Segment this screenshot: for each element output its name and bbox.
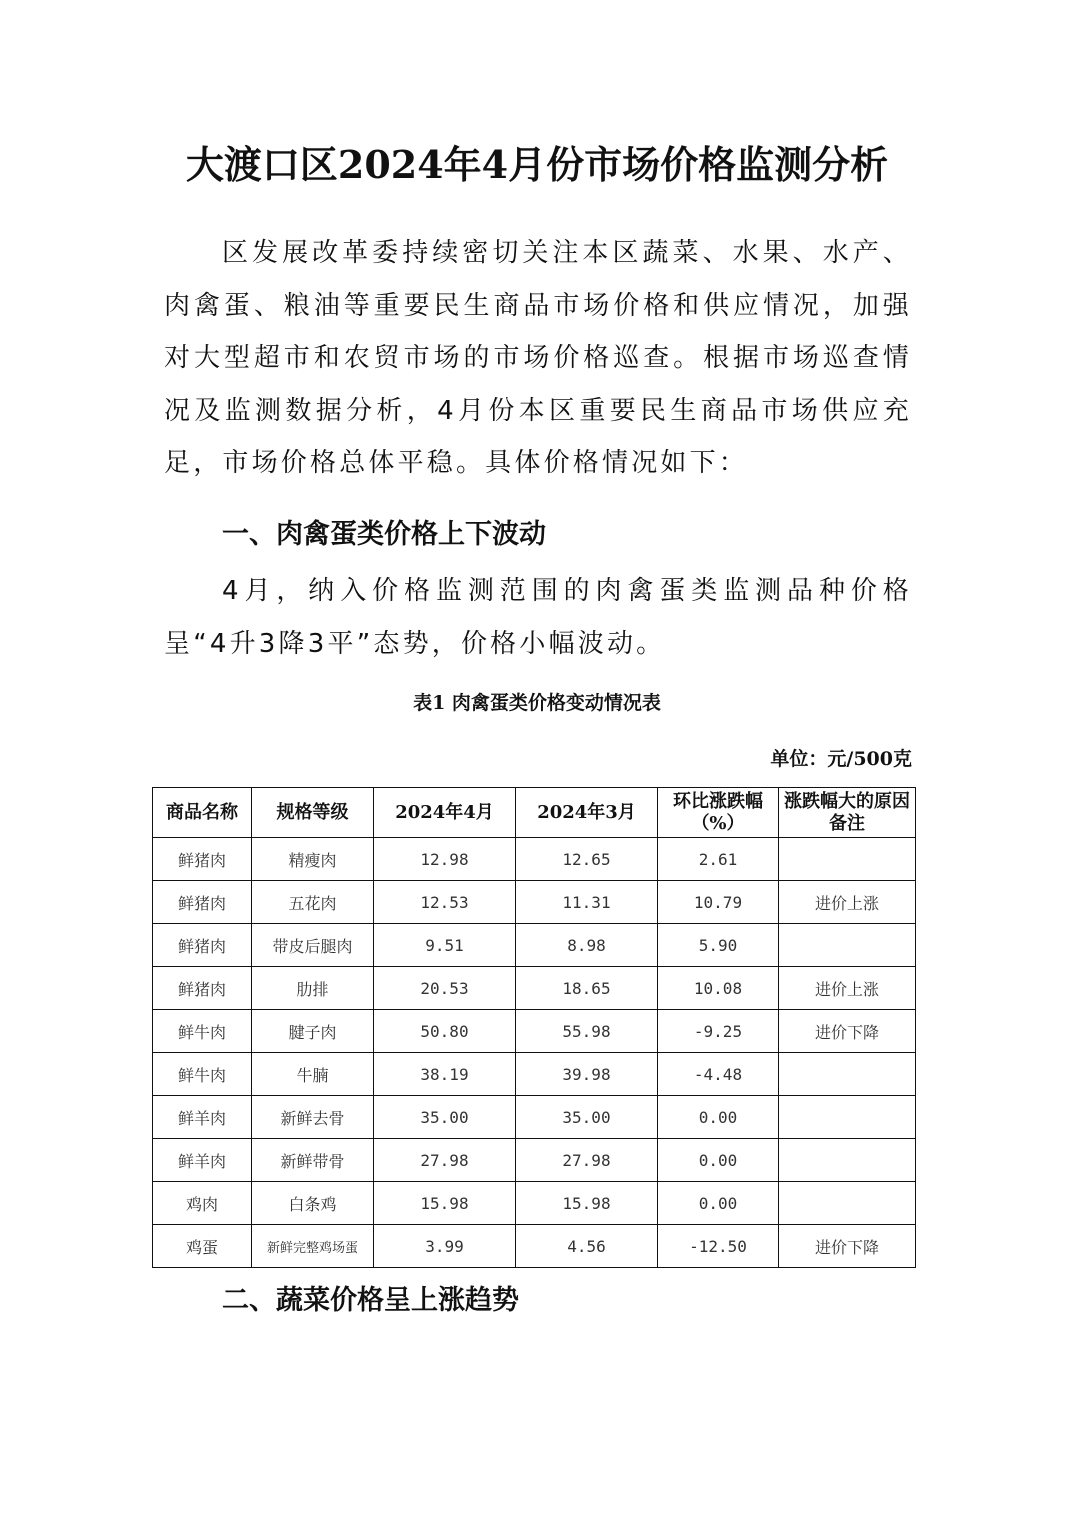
- cell-name: 鲜羊肉: [153, 1139, 252, 1182]
- cell-mar-price: 18.65: [516, 967, 658, 1010]
- table-row: [153, 1225, 916, 1268]
- cell-apr-price: 27.98: [374, 1139, 516, 1182]
- cell-name: 鲜牛肉: [153, 1053, 252, 1096]
- cell-apr-price: 3.99: [374, 1225, 516, 1268]
- cell-change: -4.48: [658, 1053, 779, 1096]
- cell-name: 鲜猪肉: [153, 924, 252, 967]
- table-caption: 表1 肉禽蛋类价格变动情况表: [413, 692, 661, 714]
- cell-apr-price: 50.80: [374, 1010, 516, 1053]
- cell-apr-price: 35.00: [374, 1096, 516, 1139]
- table-row: [153, 1010, 916, 1053]
- cell-change: 2.61: [658, 838, 779, 881]
- cell-spec: 新鲜去骨: [252, 1096, 374, 1139]
- cell-mar-price: 11.31: [516, 881, 658, 924]
- cell-mar-price: 4.56: [516, 1225, 658, 1268]
- cell-apr-price: 9.51: [374, 924, 516, 967]
- cell-reason: [779, 1139, 916, 1182]
- cell-reason: [779, 924, 916, 967]
- cell-reason: 进价上涨: [779, 967, 916, 1010]
- table-row: [153, 881, 916, 924]
- cell-reason: [779, 1182, 916, 1225]
- table-unit: 单位：元/500克: [770, 748, 912, 770]
- section-1-heading: 一、肉禽蛋类价格上下波动: [222, 519, 546, 550]
- cell-mar-price: 39.98: [516, 1053, 658, 1096]
- cell-name: 鸡肉: [153, 1182, 252, 1225]
- table-row: [153, 838, 916, 881]
- cell-spec: 带皮后腿肉: [252, 924, 374, 967]
- col-header-mar: 2024年3月: [516, 788, 658, 838]
- cell-spec: 腱子肉: [252, 1010, 374, 1053]
- col-header-spec: 规格等级: [252, 788, 374, 838]
- cell-spec: 精瘦肉: [252, 838, 374, 881]
- intro-paragraph: 区发展改革委持续密切关注本区蔬菜、水果、水产、肉禽蛋、粮油等重要民生商品市场价格和供应情况，加强对大型超市和农贸市场的市场价格巡查。根据市场巡查情况及监测数据分析，4月份本区重要民生商品市场供应充足，市场价格总体平稳。具体价格情况如下：: [164, 238, 912, 478]
- cell-change: -12.50: [658, 1225, 779, 1268]
- table-header-row: [153, 788, 916, 838]
- cell-reason: 进价下降: [779, 1010, 916, 1053]
- section-2-heading: 二、蔬菜价格呈上涨趋势: [222, 1285, 519, 1316]
- col-header-reason: 涨跌幅大的原因备注: [779, 788, 916, 838]
- cell-name: 鲜牛肉: [153, 1010, 252, 1053]
- cell-change: 10.08: [658, 967, 779, 1010]
- cell-change: 0.00: [658, 1096, 779, 1139]
- cell-name: 鲜羊肉: [153, 1096, 252, 1139]
- cell-apr-price: 12.53: [374, 881, 516, 924]
- price-table: [152, 787, 916, 1268]
- cell-change: 5.90: [658, 924, 779, 967]
- page-title: 大渡口区2024年4月份市场价格监测分析: [185, 142, 889, 187]
- cell-mar-price: 12.65: [516, 838, 658, 881]
- section-1-paragraph: 4月，纳入价格监测范围的肉禽蛋类监测品种价格呈“4升3降3平”态势，价格小幅波动。: [164, 576, 912, 659]
- cell-reason: [779, 1053, 916, 1096]
- table-row: [153, 924, 916, 967]
- cell-mar-price: 35.00: [516, 1096, 658, 1139]
- col-header-apr: 2024年4月: [374, 788, 516, 838]
- cell-name: 鲜猪肉: [153, 838, 252, 881]
- cell-reason: [779, 1096, 916, 1139]
- col-header-name: 商品名称: [153, 788, 252, 838]
- table-row: [153, 1053, 916, 1096]
- table-row: [153, 1139, 916, 1182]
- cell-change: 10.79: [658, 881, 779, 924]
- cell-mar-price: 15.98: [516, 1182, 658, 1225]
- cell-spec: 五花肉: [252, 881, 374, 924]
- cell-reason: [779, 838, 916, 881]
- cell-spec: 白条鸡: [252, 1182, 374, 1225]
- cell-apr-price: 15.98: [374, 1182, 516, 1225]
- cell-mar-price: 27.98: [516, 1139, 658, 1182]
- cell-reason: 进价上涨: [779, 881, 916, 924]
- table-row: [153, 967, 916, 1010]
- cell-change: 0.00: [658, 1182, 779, 1225]
- cell-apr-price: 12.98: [374, 838, 516, 881]
- col-header-change: 环比涨跌幅（%）: [658, 788, 779, 838]
- cell-apr-price: 20.53: [374, 967, 516, 1010]
- cell-change: 0.00: [658, 1139, 779, 1182]
- cell-name: 鲜猪肉: [153, 881, 252, 924]
- cell-spec: 新鲜带骨: [252, 1139, 374, 1182]
- cell-mar-price: 55.98: [516, 1010, 658, 1053]
- cell-change: -9.25: [658, 1010, 779, 1053]
- cell-spec: 新鲜完整鸡场蛋: [252, 1225, 374, 1268]
- cell-spec: 肋排: [252, 967, 374, 1010]
- cell-reason: 进价下降: [779, 1225, 916, 1268]
- table-row: [153, 1096, 916, 1139]
- cell-name: 鲜猪肉: [153, 967, 252, 1010]
- cell-spec: 牛腩: [252, 1053, 374, 1096]
- table-row: [153, 1182, 916, 1225]
- cell-mar-price: 8.98: [516, 924, 658, 967]
- cell-apr-price: 38.19: [374, 1053, 516, 1096]
- cell-name: 鸡蛋: [153, 1225, 252, 1268]
